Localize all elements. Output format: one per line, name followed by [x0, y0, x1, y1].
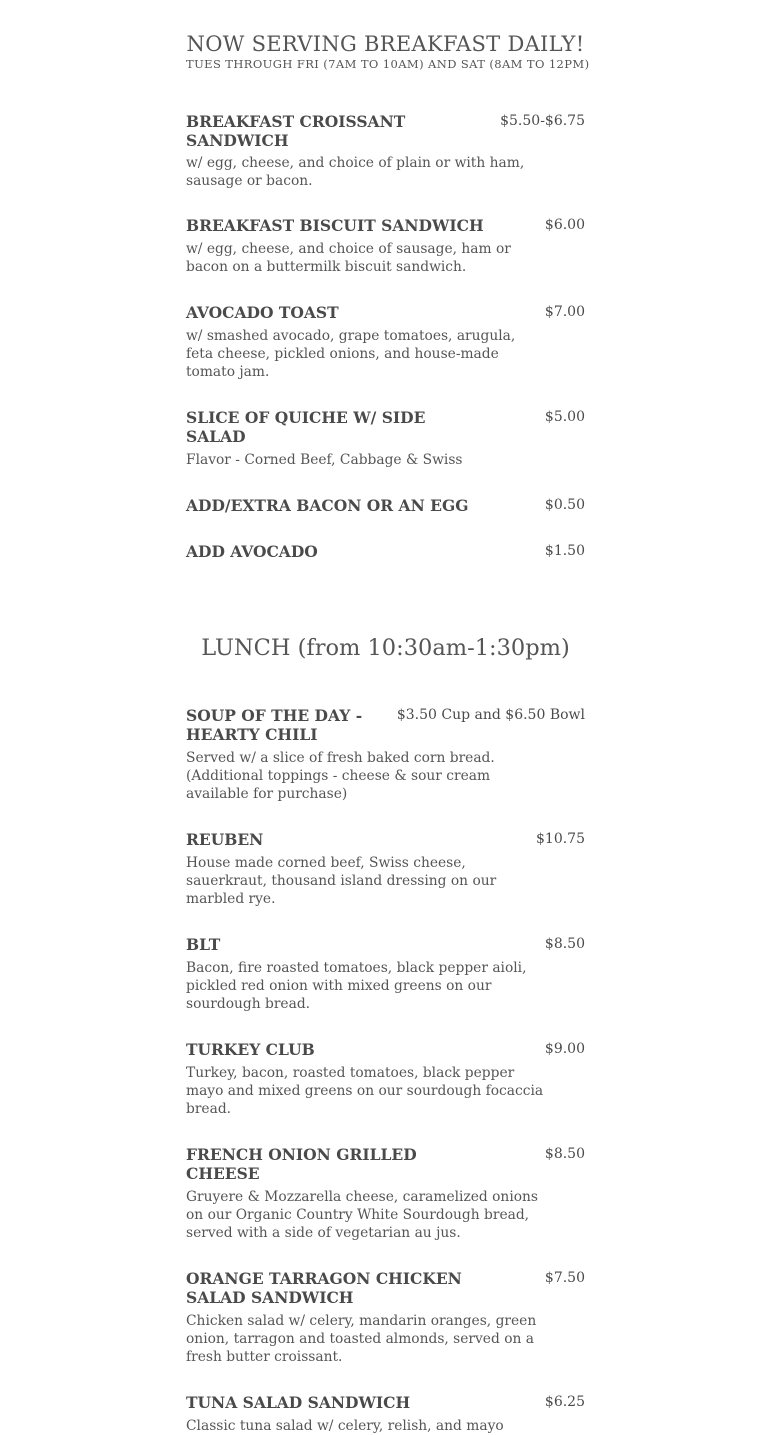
menu-item-description: Bacon, fire roasted tomatoes, black pepper aioli, pickled red onion with mixed greens on our sourdough bread. — [186, 960, 527, 1012]
menu-item-price: $7.50 — [544, 1270, 585, 1286]
menu-item-row — [186, 496, 585, 515]
menu-item-row — [186, 303, 585, 322]
menu-item-row — [186, 408, 585, 446]
menu-item-name: TURKEY CLUB — [186, 1040, 315, 1059]
menu-item-price: $3.50 Cup and $6.50 Bowl — [396, 707, 585, 723]
lunch-title: LUNCH (from 10:30am-1:30pm) — [201, 635, 570, 661]
menu-item-price: $10.75 — [536, 831, 585, 847]
menu-item — [186, 408, 585, 469]
menu-item-description: Turkey, bacon, roasted tomatoes, black pepper mayo and mixed greens on our sourdough focaccia bread. — [186, 1065, 544, 1117]
breakfast-title: NOW SERVING BREAKFAST DAILY! — [186, 32, 585, 56]
menu-item-row — [186, 1145, 585, 1183]
menu-item — [186, 496, 585, 515]
menu-item-name: SLICE OF QUICHE W/ SIDE SALAD — [186, 408, 426, 446]
menu-item — [186, 542, 585, 561]
menu-item-row — [186, 935, 585, 954]
menu-item-row — [186, 706, 585, 744]
menu-item-description: Served w/ a slice of fresh baked corn bread. (Additional toppings - cheese & sour cream available for purchase) — [186, 750, 495, 802]
menu-item-name: BLT — [186, 935, 221, 954]
menu-item-row — [186, 1040, 585, 1059]
menu-item-row — [186, 216, 585, 235]
menu-item-row — [186, 830, 585, 849]
menu-item-price: $6.25 — [544, 1394, 585, 1410]
menu-item-name: FRENCH ONION GRILLED CHEESE — [186, 1145, 417, 1183]
breakfast-hours: TUES THROUGH FRI (7AM TO 10AM) AND SAT (8AM TO 12PM) — [186, 57, 590, 71]
menu-item-price: $8.50 — [544, 1146, 585, 1162]
menu-item-price: $7.00 — [544, 304, 585, 320]
menu-item-name: ADD/EXTRA BACON OR AN EGG — [186, 496, 469, 515]
menu-item-name: BREAKFAST CROISSANT SANDWICH — [186, 112, 406, 150]
lunch-items — [186, 706, 585, 1435]
menu-item-name: TUNA SALAD SANDWICH — [186, 1393, 411, 1412]
menu-item-price: $0.50 — [544, 497, 585, 513]
menu-item-row — [186, 1269, 585, 1307]
menu-item — [186, 1393, 585, 1435]
menu-item-description: w/ egg, cheese, and choice of sausage, ham or bacon on a buttermilk biscuit sandwich. — [186, 241, 511, 275]
menu-item — [186, 1040, 585, 1118]
menu-item-price: $5.50-$6.75 — [500, 113, 585, 129]
lunch-header — [186, 634, 585, 662]
breakfast-header — [186, 0, 590, 71]
menu-item-description: Chicken salad w/ celery, mandarin oranges, green onion, tarragon and toasted almonds, served on a fresh butter croissant. — [186, 1313, 537, 1365]
menu-item-name: REUBEN — [186, 830, 264, 849]
menu-item — [186, 112, 585, 190]
menu-item — [186, 1269, 585, 1366]
menu-item-name: ORANGE TARRAGON CHICKEN SALAD SANDWICH — [186, 1269, 462, 1307]
menu-item-price: $8.50 — [544, 936, 585, 952]
menu-item-description: House made corned beef, Swiss cheese, sauerkraut, thousand island dressing on our marbled rye. — [186, 855, 497, 907]
menu-item-row — [186, 542, 585, 561]
menu-item-price: $9.00 — [544, 1041, 585, 1057]
menu-item-price: $6.00 — [544, 217, 585, 233]
menu-item-row — [186, 112, 585, 150]
menu-item-name: AVOCADO TOAST — [186, 303, 339, 322]
menu-item — [186, 706, 585, 803]
menu-item-description: w/ smashed avocado, grape tomatoes, arugula, feta cheese, pickled onions, and house-made tomato jam. — [186, 328, 516, 380]
menu-item-price: $5.00 — [544, 409, 585, 425]
menu-item-description: Gruyere & Mozzarella cheese, caramelized onions on our Organic Country White Sourdough bread, served with a side of vegetarian au jus. — [186, 1189, 539, 1241]
menu-item — [186, 216, 585, 276]
menu — [186, 0, 590, 1435]
menu-item — [186, 830, 585, 908]
breakfast-items — [186, 112, 585, 561]
menu-item-row — [186, 1393, 585, 1412]
menu-item-price: $1.50 — [544, 543, 585, 559]
menu-item-description: Classic tuna salad w/ celery, relish, and mayo — [186, 1418, 504, 1434]
menu-item-name: SOUP OF THE DAY - HEARTY CHILI — [186, 706, 363, 744]
menu-item — [186, 1145, 585, 1242]
menu-item-description: Flavor - Corned Beef, Cabbage & Swiss — [186, 452, 463, 468]
menu-item-description: w/ egg, cheese, and choice of plain or with ham, sausage or bacon. — [186, 155, 525, 189]
menu-item-name: ADD AVOCADO — [186, 542, 318, 561]
menu-item — [186, 303, 585, 381]
menu-item-name: BREAKFAST BISCUIT SANDWICH — [186, 216, 484, 235]
menu-item — [186, 935, 585, 1013]
